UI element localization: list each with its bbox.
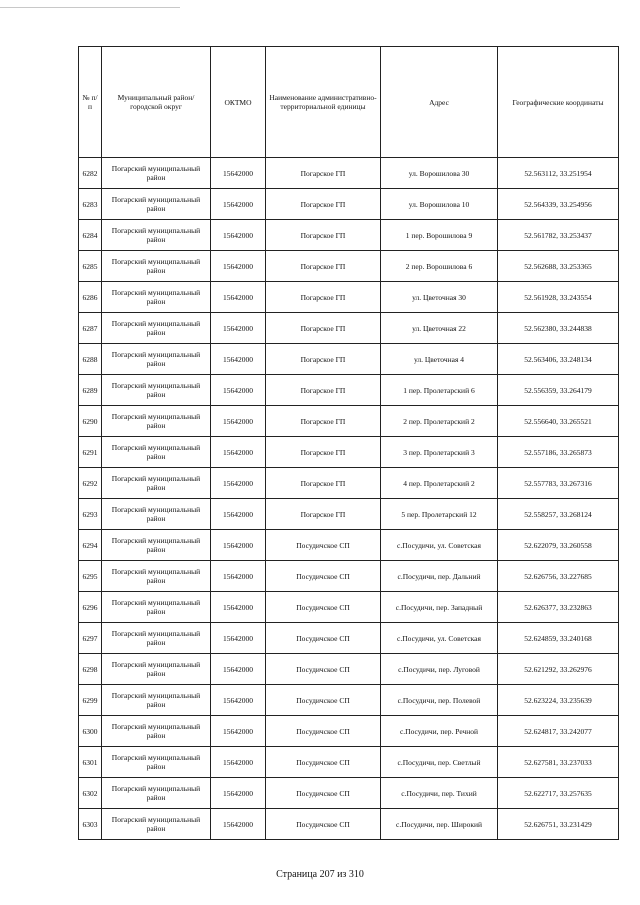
cell-oktmo: 15642000 (211, 251, 266, 282)
cell-district: Погарский муниципальный район (102, 499, 211, 530)
cell-oktmo: 15642000 (211, 468, 266, 499)
cell-admin-unit: Погарское ГП (266, 468, 381, 499)
table-row (79, 344, 619, 375)
cell-oktmo: 15642000 (211, 313, 266, 344)
cell-number: 6303 (79, 809, 102, 840)
cell-district: Погарский муниципальный район (102, 437, 211, 468)
cell-admin-unit: Посудичское СП (266, 778, 381, 809)
cell-number: 6297 (79, 623, 102, 654)
cell-oktmo: 15642000 (211, 592, 266, 623)
cell-district: Погарский муниципальный район (102, 809, 211, 840)
cell-number: 6298 (79, 654, 102, 685)
cell-admin-unit: Посудичское СП (266, 654, 381, 685)
cell-address: ул. Ворошилова 30 (381, 158, 498, 189)
cell-oktmo: 15642000 (211, 778, 266, 809)
cell-oktmo: 15642000 (211, 220, 266, 251)
cell-oktmo: 15642000 (211, 282, 266, 313)
cell-address: ул. Цветочная 4 (381, 344, 498, 375)
table-row (79, 561, 619, 592)
cell-oktmo: 15642000 (211, 530, 266, 561)
cell-number: 6283 (79, 189, 102, 220)
table-row (79, 654, 619, 685)
table-row (79, 623, 619, 654)
cell-coordinates: 52.562688, 33.253365 (498, 251, 619, 282)
cell-coordinates: 52.558257, 33.268124 (498, 499, 619, 530)
cell-coordinates: 52.622717, 33.257635 (498, 778, 619, 809)
table-row (79, 251, 619, 282)
table-row (79, 282, 619, 313)
cell-number: 6299 (79, 685, 102, 716)
cell-admin-unit: Погарское ГП (266, 220, 381, 251)
cell-admin-unit: Погарское ГП (266, 344, 381, 375)
cell-district: Погарский муниципальный район (102, 375, 211, 406)
cell-admin-unit: Погарское ГП (266, 313, 381, 344)
cell-district: Погарский муниципальный район (102, 251, 211, 282)
table-row (79, 809, 619, 840)
cell-district: Погарский муниципальный район (102, 220, 211, 251)
cell-oktmo: 15642000 (211, 747, 266, 778)
cell-address: с.Посудичи, пер. Полевой (381, 685, 498, 716)
cell-coordinates: 52.563406, 33.248134 (498, 344, 619, 375)
cell-admin-unit: Посудичское СП (266, 530, 381, 561)
cell-number: 6295 (79, 561, 102, 592)
cell-admin-unit: Посудичское СП (266, 685, 381, 716)
cell-oktmo: 15642000 (211, 716, 266, 747)
cell-oktmo: 15642000 (211, 499, 266, 530)
cell-admin-unit: Посудичское СП (266, 623, 381, 654)
cell-number: 6302 (79, 778, 102, 809)
cell-district: Погарский муниципальный район (102, 561, 211, 592)
cell-coordinates: 52.556359, 33.264179 (498, 375, 619, 406)
cell-admin-unit: Погарское ГП (266, 437, 381, 468)
cell-number: 6300 (79, 716, 102, 747)
cell-district: Погарский муниципальный район (102, 592, 211, 623)
cell-coordinates: 52.561928, 33.243554 (498, 282, 619, 313)
cell-oktmo: 15642000 (211, 375, 266, 406)
cell-number: 6290 (79, 406, 102, 437)
cell-admin-unit: Погарское ГП (266, 282, 381, 313)
cell-district: Погарский муниципальный район (102, 716, 211, 747)
cell-coordinates: 52.623224, 33.235639 (498, 685, 619, 716)
cell-coordinates: 52.562380, 33.244838 (498, 313, 619, 344)
cell-admin-unit: Погарское ГП (266, 189, 381, 220)
cell-address: с.Посудичи, ул. Советская (381, 530, 498, 561)
cell-number: 6284 (79, 220, 102, 251)
table-row (79, 468, 619, 499)
cell-oktmo: 15642000 (211, 189, 266, 220)
table-row (79, 406, 619, 437)
cell-district: Погарский муниципальный район (102, 189, 211, 220)
cell-district: Погарский муниципальный район (102, 282, 211, 313)
cell-district: Погарский муниципальный район (102, 468, 211, 499)
cell-district: Погарский муниципальный район (102, 530, 211, 561)
cell-oktmo: 15642000 (211, 437, 266, 468)
table-row (79, 778, 619, 809)
table-row (79, 375, 619, 406)
table-row (79, 220, 619, 251)
cell-coordinates: 52.626756, 33.227685 (498, 561, 619, 592)
cell-coordinates: 52.621292, 33.262976 (498, 654, 619, 685)
cell-address: 2 пер. Ворошилова 6 (381, 251, 498, 282)
cell-coordinates: 52.561782, 33.253437 (498, 220, 619, 251)
table-row (79, 716, 619, 747)
cell-address: с.Посудичи, ул. Советская (381, 623, 498, 654)
cell-coordinates: 52.624817, 33.242077 (498, 716, 619, 747)
table-row (79, 158, 619, 189)
cell-oktmo: 15642000 (211, 654, 266, 685)
cell-address: с.Посудичи, пер. Западный (381, 592, 498, 623)
cell-admin-unit: Погарское ГП (266, 499, 381, 530)
header-admin-unit: Наименование административно-территориальной единицы (266, 47, 381, 158)
table-row (79, 747, 619, 778)
cell-coordinates: 52.564339, 33.254956 (498, 189, 619, 220)
table-row (79, 189, 619, 220)
header-number: № п/п (79, 47, 102, 158)
cell-number: 6285 (79, 251, 102, 282)
cell-number: 6288 (79, 344, 102, 375)
cell-coordinates: 52.627581, 33.237033 (498, 747, 619, 778)
cell-address: с.Посудичи, пер. Дальний (381, 561, 498, 592)
cell-address: с.Посудичи, пер. Широкий (381, 809, 498, 840)
cell-admin-unit: Погарское ГП (266, 251, 381, 282)
cell-number: 6289 (79, 375, 102, 406)
cell-coordinates: 52.557186, 33.265873 (498, 437, 619, 468)
cell-admin-unit: Посудичское СП (266, 747, 381, 778)
header-address: Адрес (381, 47, 498, 158)
cell-admin-unit: Посудичское СП (266, 716, 381, 747)
cell-oktmo: 15642000 (211, 561, 266, 592)
cell-address: с.Посудичи, пер. Тихий (381, 778, 498, 809)
cell-oktmo: 15642000 (211, 809, 266, 840)
cell-address: 4 пер. Пролетарский 2 (381, 468, 498, 499)
table-row (79, 530, 619, 561)
cell-district: Погарский муниципальный район (102, 778, 211, 809)
cell-number: 6282 (79, 158, 102, 189)
cell-oktmo: 15642000 (211, 158, 266, 189)
cell-coordinates: 52.556640, 33.265521 (498, 406, 619, 437)
cell-oktmo: 15642000 (211, 406, 266, 437)
cell-admin-unit: Погарское ГП (266, 158, 381, 189)
cell-coordinates: 52.622079, 33.260558 (498, 530, 619, 561)
cell-district: Погарский муниципальный район (102, 158, 211, 189)
scan-edge-line (0, 7, 180, 8)
cell-coordinates: 52.626377, 33.232863 (498, 592, 619, 623)
header-oktmo: ОКТМО (211, 47, 266, 158)
cell-district: Погарский муниципальный район (102, 344, 211, 375)
cell-district: Погарский муниципальный район (102, 747, 211, 778)
cell-address: 2 пер. Пролетарский 2 (381, 406, 498, 437)
cell-oktmo: 15642000 (211, 623, 266, 654)
cell-admin-unit: Погарское ГП (266, 406, 381, 437)
cell-number: 6294 (79, 530, 102, 561)
cell-address: 1 пер. Пролетарский 6 (381, 375, 498, 406)
cell-oktmo: 15642000 (211, 685, 266, 716)
cell-district: Погарский муниципальный район (102, 623, 211, 654)
cell-address: ул. Ворошилова 10 (381, 189, 498, 220)
cell-address: 3 пер. Пролетарский 3 (381, 437, 498, 468)
cell-coordinates: 52.563112, 33.251954 (498, 158, 619, 189)
cell-number: 6292 (79, 468, 102, 499)
cell-number: 6296 (79, 592, 102, 623)
cell-coordinates: 52.557783, 33.267316 (498, 468, 619, 499)
cell-admin-unit: Посудичское СП (266, 592, 381, 623)
cell-number: 6287 (79, 313, 102, 344)
cell-admin-unit: Погарское ГП (266, 375, 381, 406)
cell-address: с.Посудичи, пер. Речной (381, 716, 498, 747)
table-row (79, 499, 619, 530)
cell-number: 6293 (79, 499, 102, 530)
table-row (79, 592, 619, 623)
cell-address: 5 пер. Пролетарский 12 (381, 499, 498, 530)
cell-address: с.Посудичи, пер. Светлый (381, 747, 498, 778)
cell-address: ул. Цветочная 30 (381, 282, 498, 313)
table-body (79, 158, 619, 840)
cell-number: 6301 (79, 747, 102, 778)
cell-district: Погарский муниципальный район (102, 313, 211, 344)
cell-address: с.Посудичи, пер. Луговой (381, 654, 498, 685)
cell-oktmo: 15642000 (211, 344, 266, 375)
cell-district: Погарский муниципальный район (102, 406, 211, 437)
registry-table (78, 46, 619, 840)
page-number: Страница 207 из 310 (276, 869, 364, 880)
table-row (79, 313, 619, 344)
header-coordinates: Географические координаты (498, 47, 619, 158)
cell-address: 1 пер. Ворошилова 9 (381, 220, 498, 251)
cell-coordinates: 52.626751, 33.231429 (498, 809, 619, 840)
table-row (79, 437, 619, 468)
cell-district: Погарский муниципальный район (102, 685, 211, 716)
cell-admin-unit: Посудичское СП (266, 809, 381, 840)
cell-address: ул. Цветочная 22 (381, 313, 498, 344)
cell-number: 6286 (79, 282, 102, 313)
cell-admin-unit: Посудичское СП (266, 561, 381, 592)
cell-coordinates: 52.624859, 33.240168 (498, 623, 619, 654)
cell-number: 6291 (79, 437, 102, 468)
table-header-row (79, 47, 619, 158)
table-row (79, 685, 619, 716)
cell-district: Погарский муниципальный район (102, 654, 211, 685)
header-district: Муниципальный район/городской округ (102, 47, 211, 158)
